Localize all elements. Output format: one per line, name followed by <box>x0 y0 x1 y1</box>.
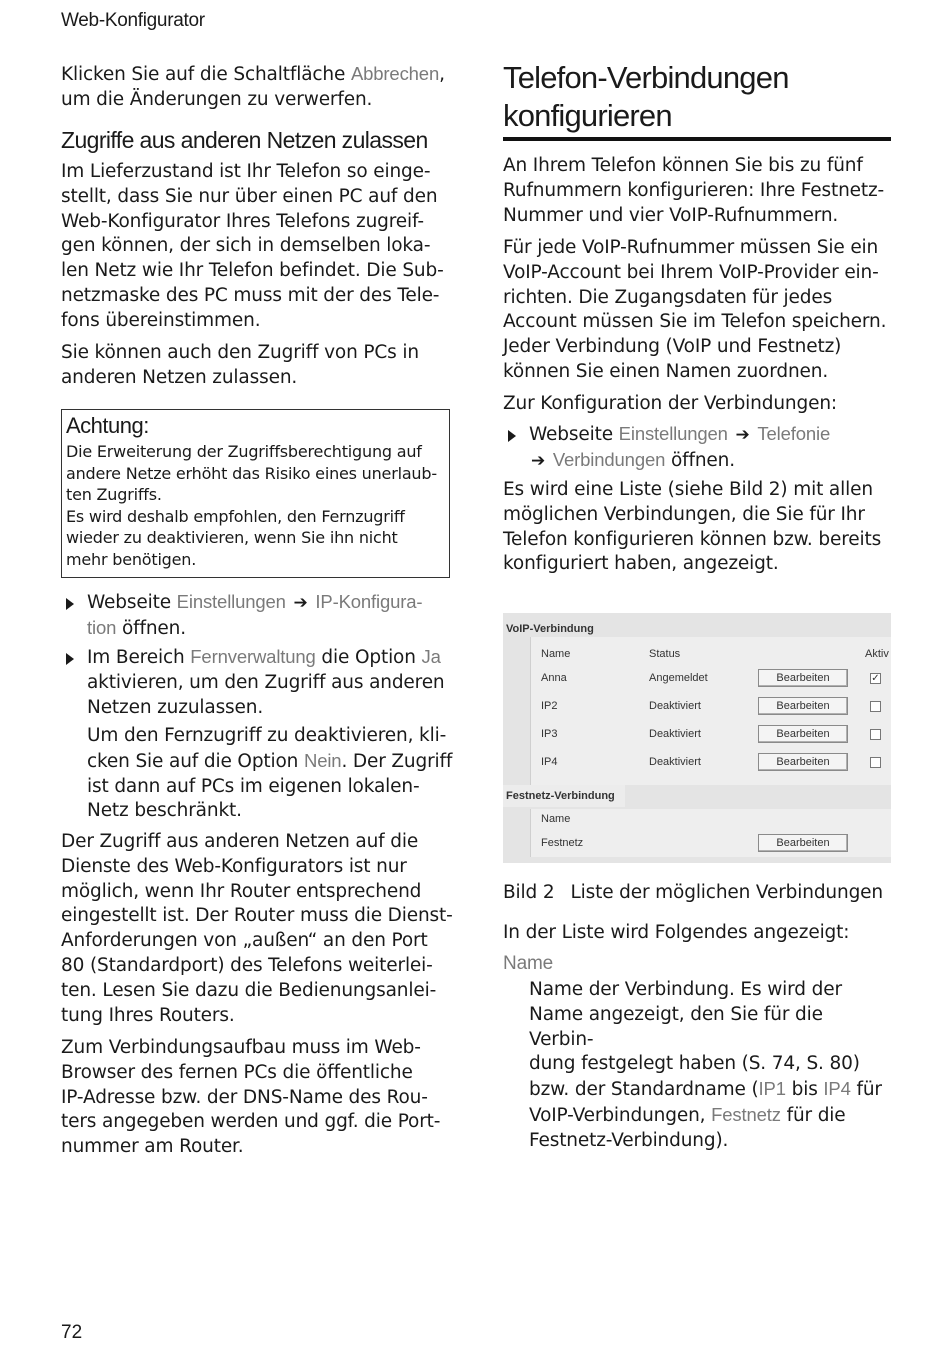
paragraph-config-intro: Zur Konfiguration der Verbindungen: <box>503 393 837 414</box>
paragraph-cancel: Klicken Sie auf die Schaltfläche Abbrechen, um die Änderungen zu verwerfen. <box>61 63 445 110</box>
paragraph-voip-account: Für jede VoIP-Rufnummer müssen Sie ein VoIP-Account bei Ihrem VoIP-Provider ein- richten. Die Zugangsdaten für jedes Account müssen Sie im Telefon speichern. Jeder Verbindung (VoIP und Festnetz) können Sie einen Namen zuordnen. <box>503 237 887 382</box>
link-telefonie: Telefonie <box>757 423 831 444</box>
edit-button[interactable]: Bearbeiten <box>758 753 848 771</box>
paragraph-connection-setup: Zum Verbindungsaufbau muss im Web- Browser des fernen PCs die öffentliche IP-Adresse bzw. der DNS-Name des Rou- ters angegeben werden und ggf. die Port- nummer am Router. <box>61 1037 441 1158</box>
bullet-triangle-icon <box>66 598 74 610</box>
link-einstellungen: Einstellungen <box>176 591 286 612</box>
link-verbindungen: Verbindungen <box>552 448 666 470</box>
page-number: 72 <box>61 1322 83 1343</box>
arrow-right-icon: ➔ <box>735 425 750 445</box>
section-title: Telefon-Verbindungen konfigurieren <box>503 60 789 133</box>
warning-title: Achtung: <box>66 413 149 438</box>
warning-box <box>61 409 450 578</box>
link-einstellungen: Einstellungen <box>618 423 728 444</box>
bullet-open-ip-config: Webseite Einstellungen ➔ IP-Konfigura- tion öffnen. <box>61 590 453 642</box>
bullet-activate-remote: Im Bereich Fernverwaltung die Option Ja aktivieren, um den Zugriff aus anderen Netzen zuzulassen. <box>61 645 453 723</box>
title-rule <box>503 137 891 141</box>
link-nein: Nein <box>303 749 342 771</box>
arrow-right-icon: ➔ <box>293 593 308 613</box>
connections-screenshot: VoIP-Verbindung Name Status Aktiv Anna Angemeldet Bearbeiten ✓ IP2 Deaktiviert Bearbeiten IP3 Deaktiviert Bearbeiten IP4 Deaktiviert Bearbeiten Festnetz-Verbindung Name Festnetz Bearbeiten <box>503 613 891 863</box>
warning-text: Die Erweiterung der Zugriffsberechtigung auf andere Netze erhöht das Risiko eines unerlaub- ten Zugriffs. Es wird deshalb empfohlen, den Fernzugriff wieder zu deaktivieren, wenn Sie ihn nicht mehr benötigen. <box>66 442 437 569</box>
link-ip-konfiguration: IP-Konfigura- <box>315 591 423 612</box>
link-abbrechen: Abbrechen <box>350 63 440 84</box>
heading-access-other-networks: Zugriffe aus anderen Netzen zulassen <box>61 127 428 153</box>
voip-section-title: VoIP-Verbindung <box>506 623 594 635</box>
bullet-triangle-icon <box>66 653 74 665</box>
paragraph-intro: An Ihrem Telefon können Sie bis zu fünf Rufnummern konfigurieren: Ihre Festnetz- Nummer und vier VoIP-Rufnummern. <box>503 155 885 226</box>
edit-button[interactable]: Bearbeiten <box>758 834 848 852</box>
edit-button[interactable]: Bearbeiten <box>758 669 848 687</box>
fixed-line-section-title: Festnetz-Verbindung <box>506 790 615 802</box>
edit-button[interactable]: Bearbeiten <box>758 725 848 743</box>
active-checkbox[interactable] <box>870 757 881 768</box>
paragraph-allow-other-networks: Sie können auch den Zugriff von PCs in anderen Netzen zulassen. <box>61 342 419 388</box>
link-fernverwaltung: Fernverwaltung <box>190 646 316 667</box>
paragraph-default-state: Im Lieferzustand ist Ihr Telefon so einge- stellt, dass Sie nur über einen PC auf den Web-Konfigurator Ihres Telefons zugreif- gen können, der sich in demselben loka- len Netz wie Ihr Telefon befindet. Die Sub- netzmaske des PC muss mit der des Tele- fons übereinstimmen. <box>61 161 444 331</box>
arrow-right-icon: ➔ <box>531 450 546 471</box>
term-name: Name <box>503 953 554 974</box>
active-checkbox[interactable] <box>870 729 881 740</box>
col-header-active: Aktiv <box>865 648 889 660</box>
bullet-open-connections: Webseite Einstellungen ➔ Telefonie ➔ Verbindungen öffnen. <box>503 422 893 474</box>
edit-button[interactable]: Bearbeiten <box>758 697 848 715</box>
definition-name: Name der Verbindung. Es wird der Name angezeigt, den Sie für die Verbin- dung festgelegt haben (S. 74, S. 80) bzw. der Standardname (IP1 bis IP4 für VoIP-Verbindungen, Festnetz für die Festnetz-Verbindung). <box>529 979 882 1151</box>
col-header-status: Status <box>649 648 681 660</box>
active-checkbox[interactable] <box>870 701 881 712</box>
col-header-name: Name <box>541 648 571 660</box>
figure-caption: Bild 2 Liste der möglichen Verbindungen <box>503 882 883 903</box>
active-checkbox[interactable]: ✓ <box>871 673 880 684</box>
paragraph-router: Der Zugriff aus anderen Netzen auf die Dienste des Web-Konfigurators ist nur möglich, wenn Ihr Router entsprechend eingestellt ist. Der Router muss die Dienst- Anforderungen von „außen“ an den Port 80 (Standardport) des Telefons weiterlei- ten. Lesen Sie dazu die Bedienungsanlei- tung Ihres Routers. <box>61 831 453 1026</box>
paragraph-list-shows: In der Liste wird Folgendes angezeigt: <box>503 922 850 943</box>
link-ja: Ja <box>421 646 441 667</box>
paragraph-deactivate-remote: Um den Fernzugriff zu deaktivieren, kli- cken Sie auf die Option Nein. Der Zugriff ist dann auf PCs im eigenen lokalen- Netz beschränkt. <box>87 725 453 822</box>
running-head: Web-Konfigurator <box>61 10 205 31</box>
col-header-name: Name <box>541 813 571 825</box>
paragraph-list: Es wird eine Liste (siehe Bild 2) mit allen möglichen Verbindungen, die Sie für Ihr Telefon konfigurieren können bzw. bereits konfiguriert haben, angezeigt. <box>503 479 882 575</box>
bullet-triangle-icon <box>508 430 516 442</box>
